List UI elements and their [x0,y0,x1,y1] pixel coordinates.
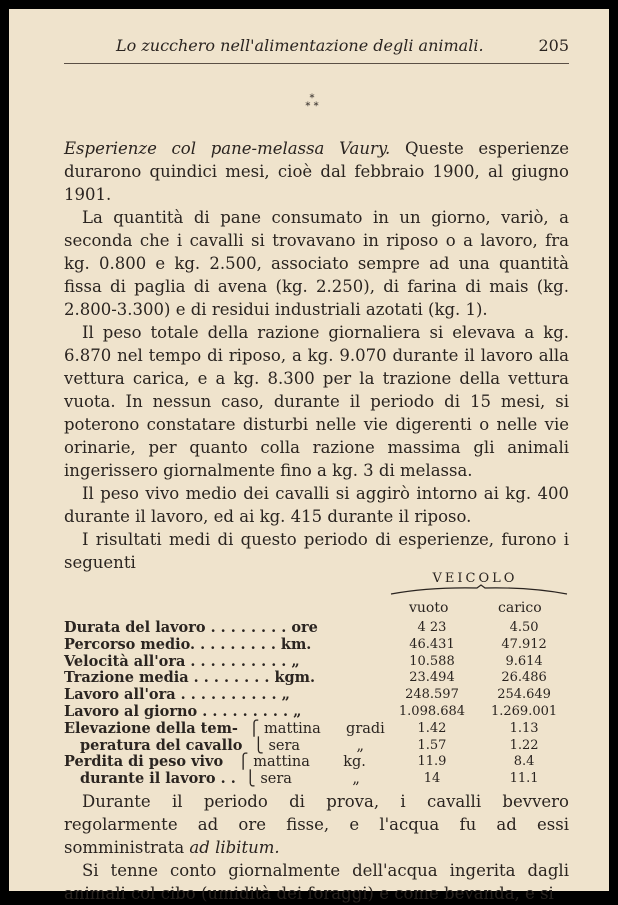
row-dots: . . . . . . . . . . [185,652,292,670]
paragraph-1 [64,137,569,206]
row-label: Elevazione della tem- [64,719,238,737]
row-unit: km. [280,635,312,653]
value-carico: 1.269.001 [490,703,558,719]
row-condition: sera [260,771,292,788]
table-row: Elevazione della tem- ⎧ mattina gradi 1.42 1.13 [64,721,569,738]
row-unit: „ [293,702,302,720]
row-label: Velocità all'ora [64,652,186,670]
table-row: peratura del cavallo ⎩ sera „ 1.57 1.22 [64,738,569,755]
value-vuoto: 4 23 [417,620,447,635]
section-separator-asterisks: * * * [305,93,319,112]
table-row [64,670,569,687]
value-vuoto: 1.098.684 [398,703,466,719]
row-label: durante il lavoro [80,770,216,788]
row-unit: „ [291,652,300,670]
column-header-carico: carico [498,600,542,616]
table-row: Perdita di peso vivo ⎧ mattina kg. 11.9 8.4 [64,754,569,771]
closing-paragraph-1 [64,790,569,859]
table-row [64,704,569,721]
table-group-header: VEICOLO [432,571,518,586]
row-label: peratura del cavallo [80,736,243,754]
row-condition: mattina [264,720,321,737]
value-carico: 47.912 [501,636,547,652]
row-unit: gradi [346,720,385,737]
value-vuoto: 46.431 [409,636,455,652]
row-label: Trazione media [64,669,189,687]
table-row [64,620,569,637]
column-header-vuoto: vuoto [409,600,449,616]
running-header [64,36,569,62]
row-unit: kgm. [274,669,316,687]
value-carico: 8.4 [513,754,535,770]
closing-paragraph-1-text: Durante il periodo di prova, i cavalli bevvero regolarmente ad ore fisse, e l'acqua fu ad essi somministrata [64,792,569,857]
value-vuoto: 1.42 [417,720,447,736]
row-label: Durata del lavoro [64,619,206,636]
row-dots: . . . . . . . . [205,619,292,636]
value-carico: 1.13 [509,720,539,736]
row-label: Percorso medio [64,635,191,653]
row-dots: . . . . . . . . . . [175,686,282,704]
row-unit: „ [281,686,290,704]
value-carico: 26.486 [501,670,547,686]
section-heading: Esperienze col pane-melassa Vaury. [64,139,391,158]
row-condition: mattina [253,754,310,771]
page-number: 205 [538,36,569,55]
running-title: Lo zucchero nell'alimentazione degli animali. [116,36,484,55]
row-dots: . . . . . . . . . [197,702,294,720]
value-vuoto: 11.9 [417,754,447,770]
row-label: Perdita di peso vivo [64,753,224,771]
table-row [64,654,569,671]
row-dots: . . . . . . . . [188,669,275,687]
paragraph-1-text: Queste esperienze durarono quindici mesi, cioè dal febbraio 1900, al giugno 1901. [64,139,569,204]
value-carico: 1.22 [509,737,539,753]
row-label: Lavoro al giorno [64,702,198,720]
value-carico: 11.1 [509,771,539,787]
value-vuoto: 14 [423,771,441,787]
paragraph-5: I risultati medi di questo periodo di esperienze, furono i seguenti [64,530,569,572]
value-carico: 9.614 [505,653,543,669]
header-rule [64,63,569,64]
row-dots: . . [215,770,241,788]
value-carico: 4.50 [509,620,539,635]
value-vuoto: 10.588 [409,653,455,669]
paragraph-2: La quantità di pane consumato in un giorno, variò, a seconda che i cavalli si trovavano in riposo o a lavoro, fra kg. 0.800 e kg. 2.500, associato sempre ad una quantità fissa di paglia di avena (kg. 2.250), di farina di mais (kg. 2.800-3.300) e di residui industriali azotati (kg. 1). [64,208,569,319]
paragraph-3: Il peso totale della razione giornaliera si elevava a kg. 6.870 nel tempo di riposo, a kg. 9.070 durante il lavoro alla vettura carica, e a kg. 8.300 per la trazione della vettura vuota. In nessun caso, durante il periodo di 15 mesi, si poterono constatare disturbi nelle vie digerenti o nelle vie orinarie, per quanto colla razione massima gli animali ingerissero giornalmente fino a kg. 3 di melassa. [64,323,569,480]
group-brace [389,585,569,597]
value-vuoto: 1.57 [417,737,447,753]
closing-text [64,790,569,905]
row-label: Lavoro all'ora [64,686,176,704]
latin-phrase: ad libitum. [189,838,280,857]
book-page [9,9,609,903]
row-unit: kg. [343,754,366,771]
value-vuoto: 23.494 [409,670,455,686]
table-row [64,637,569,654]
row-unit: ore [291,619,318,636]
table-row: durante il lavoro . . ⎩ sera „ 14 11.1 [64,771,569,788]
row-condition: sera [268,737,301,754]
results-table [64,620,569,788]
value-carico: 254.649 [497,687,551,703]
intro-text [64,137,569,574]
row-dots: . . . . . . . . . [190,635,281,653]
paragraph-4: Il peso vivo medio dei cavalli si aggirò intorno ai kg. 400 durante il lavoro, ed ai kg. 415 durante il riposo. [64,484,569,526]
row-unit: „ [356,737,364,754]
row-unit: „ [352,771,360,788]
closing-paragraph-2: Si tenne conto giornalmente dell'acqua ingerita dagli animali col cibo (umidità dei foraggi) e come bevanda, e si [64,861,569,903]
table-row [64,687,569,704]
value-vuoto: 248.597 [405,687,459,703]
